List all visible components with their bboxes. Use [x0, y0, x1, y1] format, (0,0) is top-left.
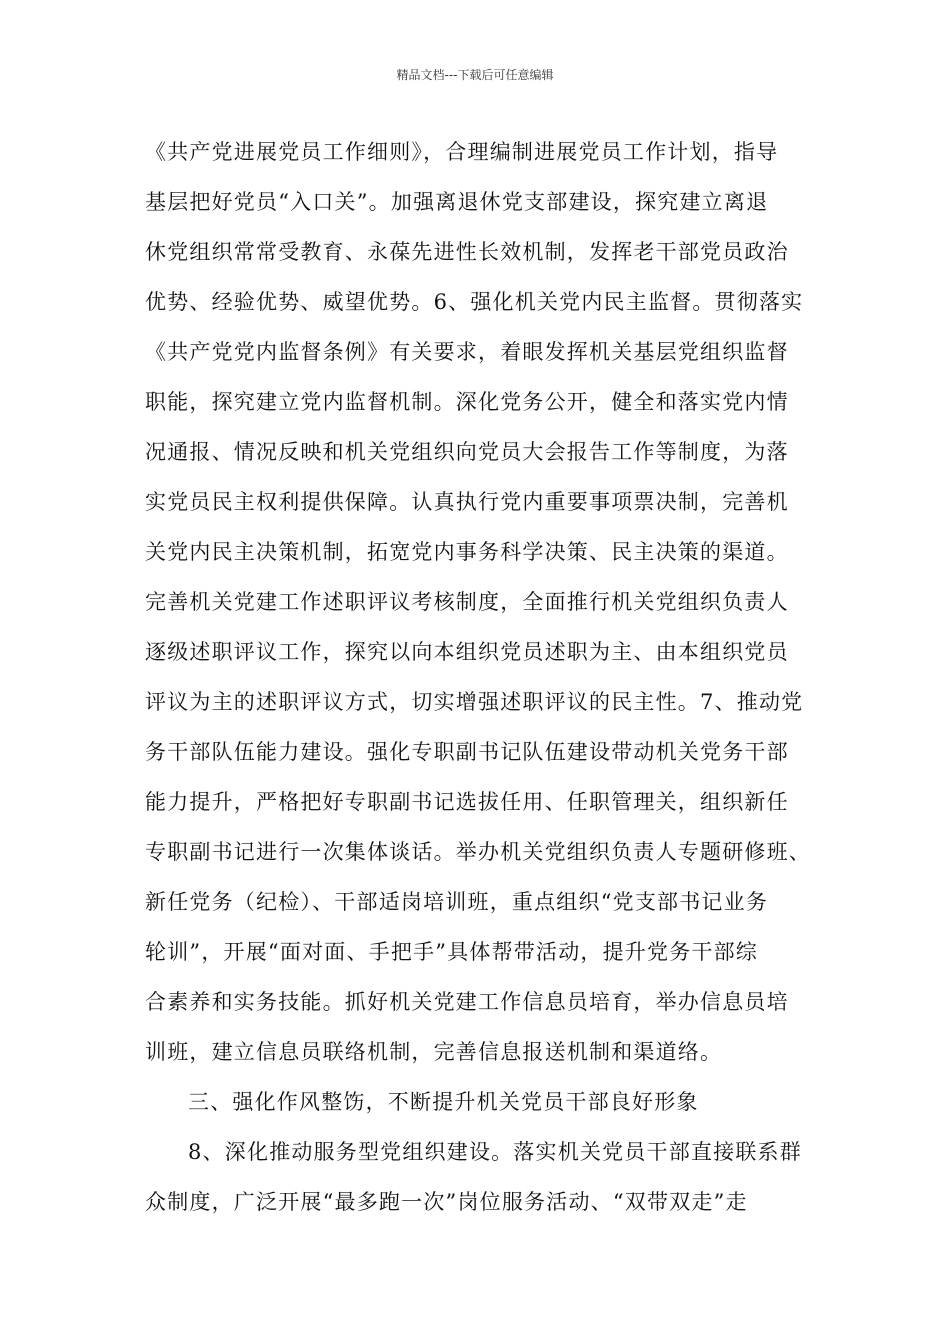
body-line: 训班，建立信息员联络机制，完善信息报送机制和渠道络。 — [145, 1040, 723, 1064]
body-line: 轮训”，开展“面对面、手把手”具体帮带活动，提升党务干部综 — [145, 940, 759, 964]
body-line: 关党内民主决策机制，拓宽党内事务科学决策、民主决策的渠道。 — [145, 540, 789, 564]
body-line: 《共产党进展党员工作细则》，合理编制进展党员工作计划，指导 — [145, 140, 779, 164]
paragraph-first-line: 8、深化推动服务型党组织建设。落实机关党员干部直接联系群 — [188, 1140, 802, 1164]
body-line: 实党员民主权利提供保障。认真执行党内重要事项票决制，完善机 — [145, 490, 789, 514]
body-line: 务干部队伍能力建设。强化专职副书记队伍建设带动机关党务干部 — [145, 740, 789, 764]
section-heading: 三、强化作风整饬，不断提升机关党员干部良好形象 — [188, 1090, 699, 1114]
body-line: 优势、经验优势、威望优势。6、强化机关党内民主监督。贯彻落实 — [145, 290, 804, 314]
body-line: 逐级述职评议工作，探究以向本组织党员述职为主、由本组织党员 — [145, 640, 789, 664]
body-line: 基层把好党员“入口关”。加强离退休党支部建设，探究建立离退 — [145, 190, 769, 214]
body-line: 专职副书记进行一次集体谈话。举办机关党组织负责人专题研修班、 — [145, 840, 811, 864]
page-header: 精品文档---下载后可任意编辑 — [396, 68, 554, 82]
body-line: 况通报、情况反映和机关党组织向党员大会报告工作等制度，为落 — [145, 440, 789, 464]
body-line: 新任党务（纪检）、干部适岗培训班，重点组织“党支部书记业务 — [145, 890, 769, 914]
body-line: 职能，探究建立党内监督机制。深化党务公开，健全和落实党内情 — [145, 390, 789, 414]
body-line: 合素养和实务技能。抓好机关党建工作信息员培育，举办信息员培 — [145, 990, 789, 1014]
body-line: 能力提升，严格把好专职副书记选拔任用、任职管理关，组织新任 — [145, 790, 789, 814]
body-line: 评议为主的述职评议方式，切实增强述职评议的民主性。7、推动党 — [145, 690, 804, 714]
body-line: 《共产党党内监督条例》有关要求，着眼发挥机关基层党组织监督 — [145, 340, 789, 364]
body-line: 完善机关党建工作述职评议考核制度，全面推行机关党组织负责人 — [145, 590, 789, 614]
body-line: 众制度，广泛开展“最多跑一次”岗位服务活动、“双带双走”走 — [145, 1190, 748, 1214]
body-line: 休党组织常常受教育、永葆先进性长效机制，发挥老干部党员政治 — [145, 240, 789, 264]
